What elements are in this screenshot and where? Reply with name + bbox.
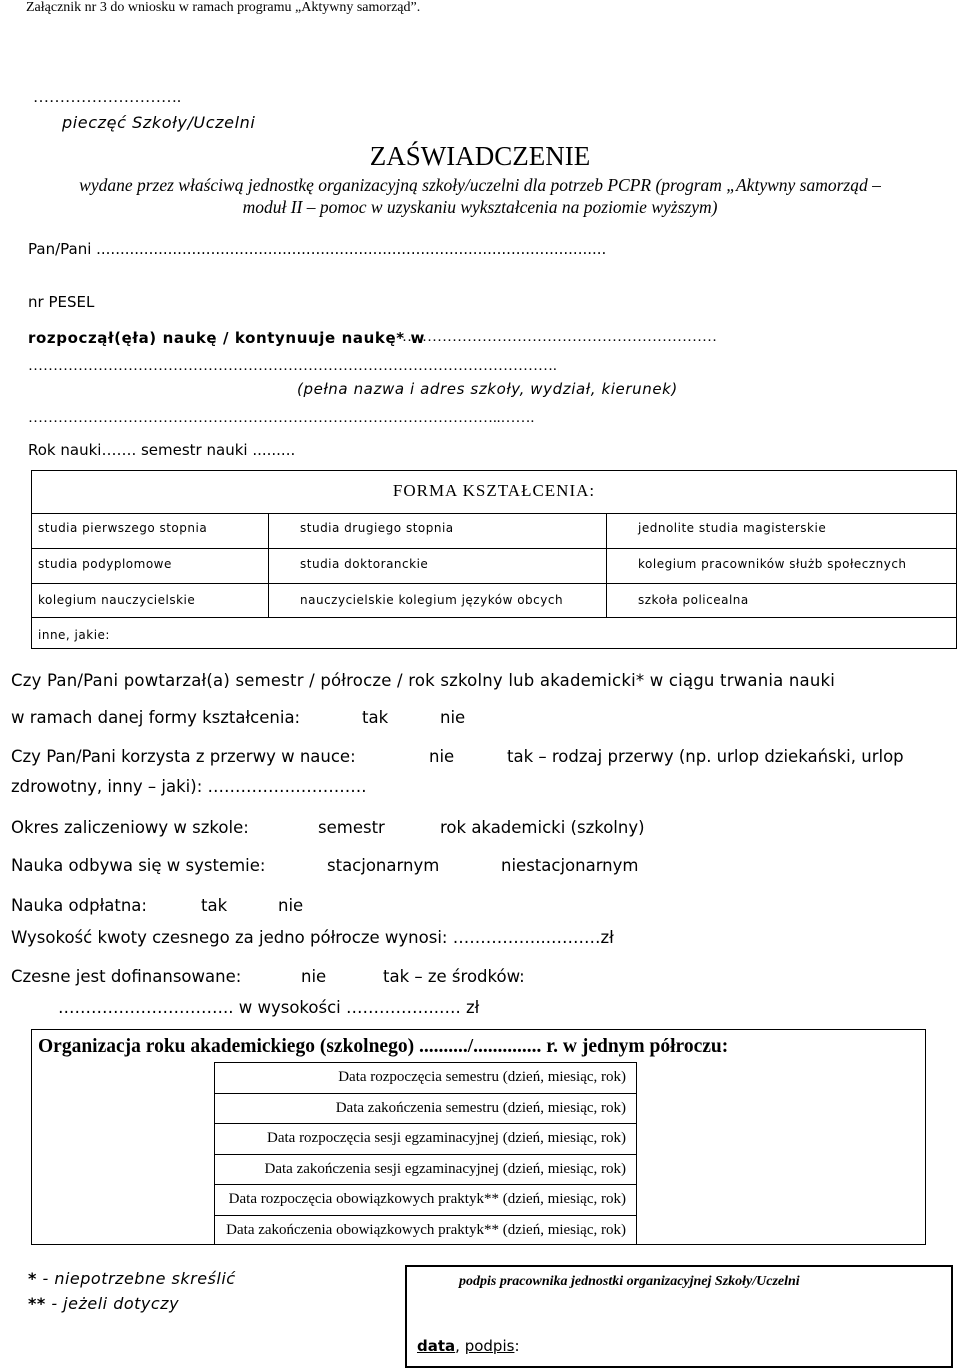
- paid-question: Nauka odpłatna:: [11, 896, 147, 915]
- period-semester-option[interactable]: semestr: [318, 818, 385, 837]
- break-question: Czy Pan/Pani korzysta z przerwy w nauce:: [11, 747, 356, 766]
- organization-table: [31, 1029, 926, 1245]
- footnote-double-star: [28, 1294, 179, 1313]
- signature-date-label: data: [417, 1337, 456, 1355]
- cofund-question: Czesne jest dofinansowane:: [11, 967, 242, 986]
- footnote-single-star: [28, 1269, 236, 1288]
- org-row-exam-end: Data zakończenia sesji egzaminacyjnej (dzień, miesiąc, rok): [215, 1154, 636, 1185]
- signature-date-sign: [417, 1337, 520, 1355]
- option-doctoral[interactable]: studia doktoranckie: [300, 557, 429, 571]
- org-row-exam-start: Data rozpoczęcia sesji egzaminacyjnej (dzień, miesiąc, rok): [215, 1123, 636, 1154]
- option-uniform-master[interactable]: jednolite studia magisterskie: [638, 521, 827, 535]
- signature-sign-label: podpis: [464, 1337, 515, 1355]
- fee-amount-field[interactable]: Wysokość kwoty czesnego za jedno półrocze wynosi: ……………...………zł: [11, 928, 614, 947]
- school-dots-line-2[interactable]: …………………………………………………………………………………..…….: [28, 410, 535, 426]
- option-post-secondary[interactable]: szkoła policealna: [638, 593, 749, 607]
- option-language-teacher-college[interactable]: nauczycielskie kolegium języków obcych: [300, 593, 564, 607]
- option-second-cycle[interactable]: studia drugiego stopnia: [300, 521, 454, 535]
- started-dots[interactable]: ………………………………………………………: [402, 329, 717, 345]
- pesel-field[interactable]: nr PESEL: [28, 293, 95, 311]
- org-row-semester-end: Data zakończenia semestru (dzień, miesiąc, rok): [215, 1093, 636, 1124]
- break-type-field[interactable]: zdrowotny, inny – jaki): …………….………….: [11, 777, 367, 796]
- attachment-note: Załącznik nr 3 do wniosku w ramach programu „Aktywny samorząd”.: [26, 0, 421, 15]
- subtitle-line-1: wydane przez właściwą jednostkę organizacyjną szkoły/uczelni dla potrzeb PCPR (program „Aktywny samorząd –: [79, 175, 881, 195]
- signature-sep: ,: [455, 1337, 465, 1355]
- cofund-yes-option[interactable]: tak – ze środków:: [383, 967, 525, 986]
- footnote-double-star-text: - jeżeli dotyczy: [45, 1294, 180, 1313]
- option-postgraduate[interactable]: studia podyplomowe: [38, 557, 172, 571]
- repeat-yes-option[interactable]: tak: [362, 708, 389, 727]
- year-semester-field[interactable]: Rok nauki……. semestr nauki .........: [28, 441, 296, 459]
- repeat-question-line-1: Czy Pan/Pani powtarzał(a) semestr / półrocze / rok szkolny lub akademicki* w ciągu trwania nauki: [11, 671, 836, 690]
- option-teacher-college[interactable]: kolegium nauczycielskie: [38, 593, 196, 607]
- org-row-semester-start: Data rozpoczęcia semestru (dzień, miesiąc, rok): [215, 1062, 636, 1093]
- school-caption: (pełna nazwa i adres szkoły, wydział, kierunek): [297, 380, 678, 398]
- repeat-question-line-2: w ramach danej formy kształcenia:: [11, 708, 301, 727]
- forma-ksztalcenia-table: [31, 470, 957, 649]
- footnote-star-text: - niepotrzebne skreślić: [36, 1269, 236, 1288]
- break-yes-option[interactable]: tak – rodzaj przerwy (np. urlop dziekański, urlop: [507, 747, 904, 766]
- repeat-no-option[interactable]: nie: [440, 708, 466, 727]
- name-field[interactable]: Pan/Pani ...........................................................................................................: [28, 240, 607, 258]
- break-no-option[interactable]: nie: [429, 747, 455, 766]
- forma-header: FORMA KSZTAŁCENIA:: [392, 481, 596, 500]
- signature-title: podpis pracownika jednostki organizacyjnej Szkoły/Uczelni: [459, 1274, 800, 1289]
- option-social-workers-college[interactable]: kolegium pracowników służb społecznych: [638, 557, 907, 571]
- footnote-star-mark: *: [28, 1269, 37, 1288]
- option-other[interactable]: inne, jakie:: [38, 628, 110, 642]
- signature-colon: :: [514, 1337, 520, 1355]
- organization-title: Organizacja roku akademickiego (szkolnego) ........../.............. r. w jednym półroczu:: [38, 1036, 729, 1057]
- footnote-double-star-mark: **: [28, 1294, 46, 1313]
- option-first-cycle[interactable]: studia pierwszego stopnia: [38, 521, 208, 535]
- org-row-practice-end: Data zakończenia obowiązkowych praktyk** (dzień, miesiąc, rok): [215, 1215, 636, 1246]
- period-year-option[interactable]: rok akademicki (szkolny): [440, 818, 645, 837]
- cofund-no-option[interactable]: nie: [301, 967, 327, 986]
- system-parttime-option[interactable]: niestacjonarnym: [501, 856, 639, 875]
- system-fulltime-option[interactable]: stacjonarnym: [327, 856, 440, 875]
- school-dots-line[interactable]: …………………………………………………………………………………………….: [28, 358, 557, 374]
- subtitle-line-2: moduł II – pomoc w uzyskaniu wykształcenia na poziomie wyższym): [242, 197, 718, 217]
- cofund-source-field[interactable]: ………………………….. w wysokości ……………..…. zł: [58, 998, 480, 1017]
- started-label: rozpoczął(ęła) naukę / kontynuuje naukę* w: [28, 329, 425, 347]
- org-row-practice-start: Data rozpoczęcia obowiązkowych praktyk** (dzień, miesiąc, rok): [215, 1184, 636, 1215]
- stamp-label: pieczęć Szkoły/Uczelni: [62, 113, 256, 132]
- stamp-dots: ……………………….: [33, 89, 181, 106]
- page-title: ZAŚWIADCZENIE: [369, 141, 591, 171]
- period-question: Okres zaliczeniowy w szkole:: [11, 818, 249, 837]
- paid-no-option[interactable]: nie: [278, 896, 304, 915]
- paid-yes-option[interactable]: tak: [201, 896, 228, 915]
- signature-box[interactable]: [405, 1265, 953, 1368]
- system-question: Nauka odbywa się w systemie:: [11, 856, 266, 875]
